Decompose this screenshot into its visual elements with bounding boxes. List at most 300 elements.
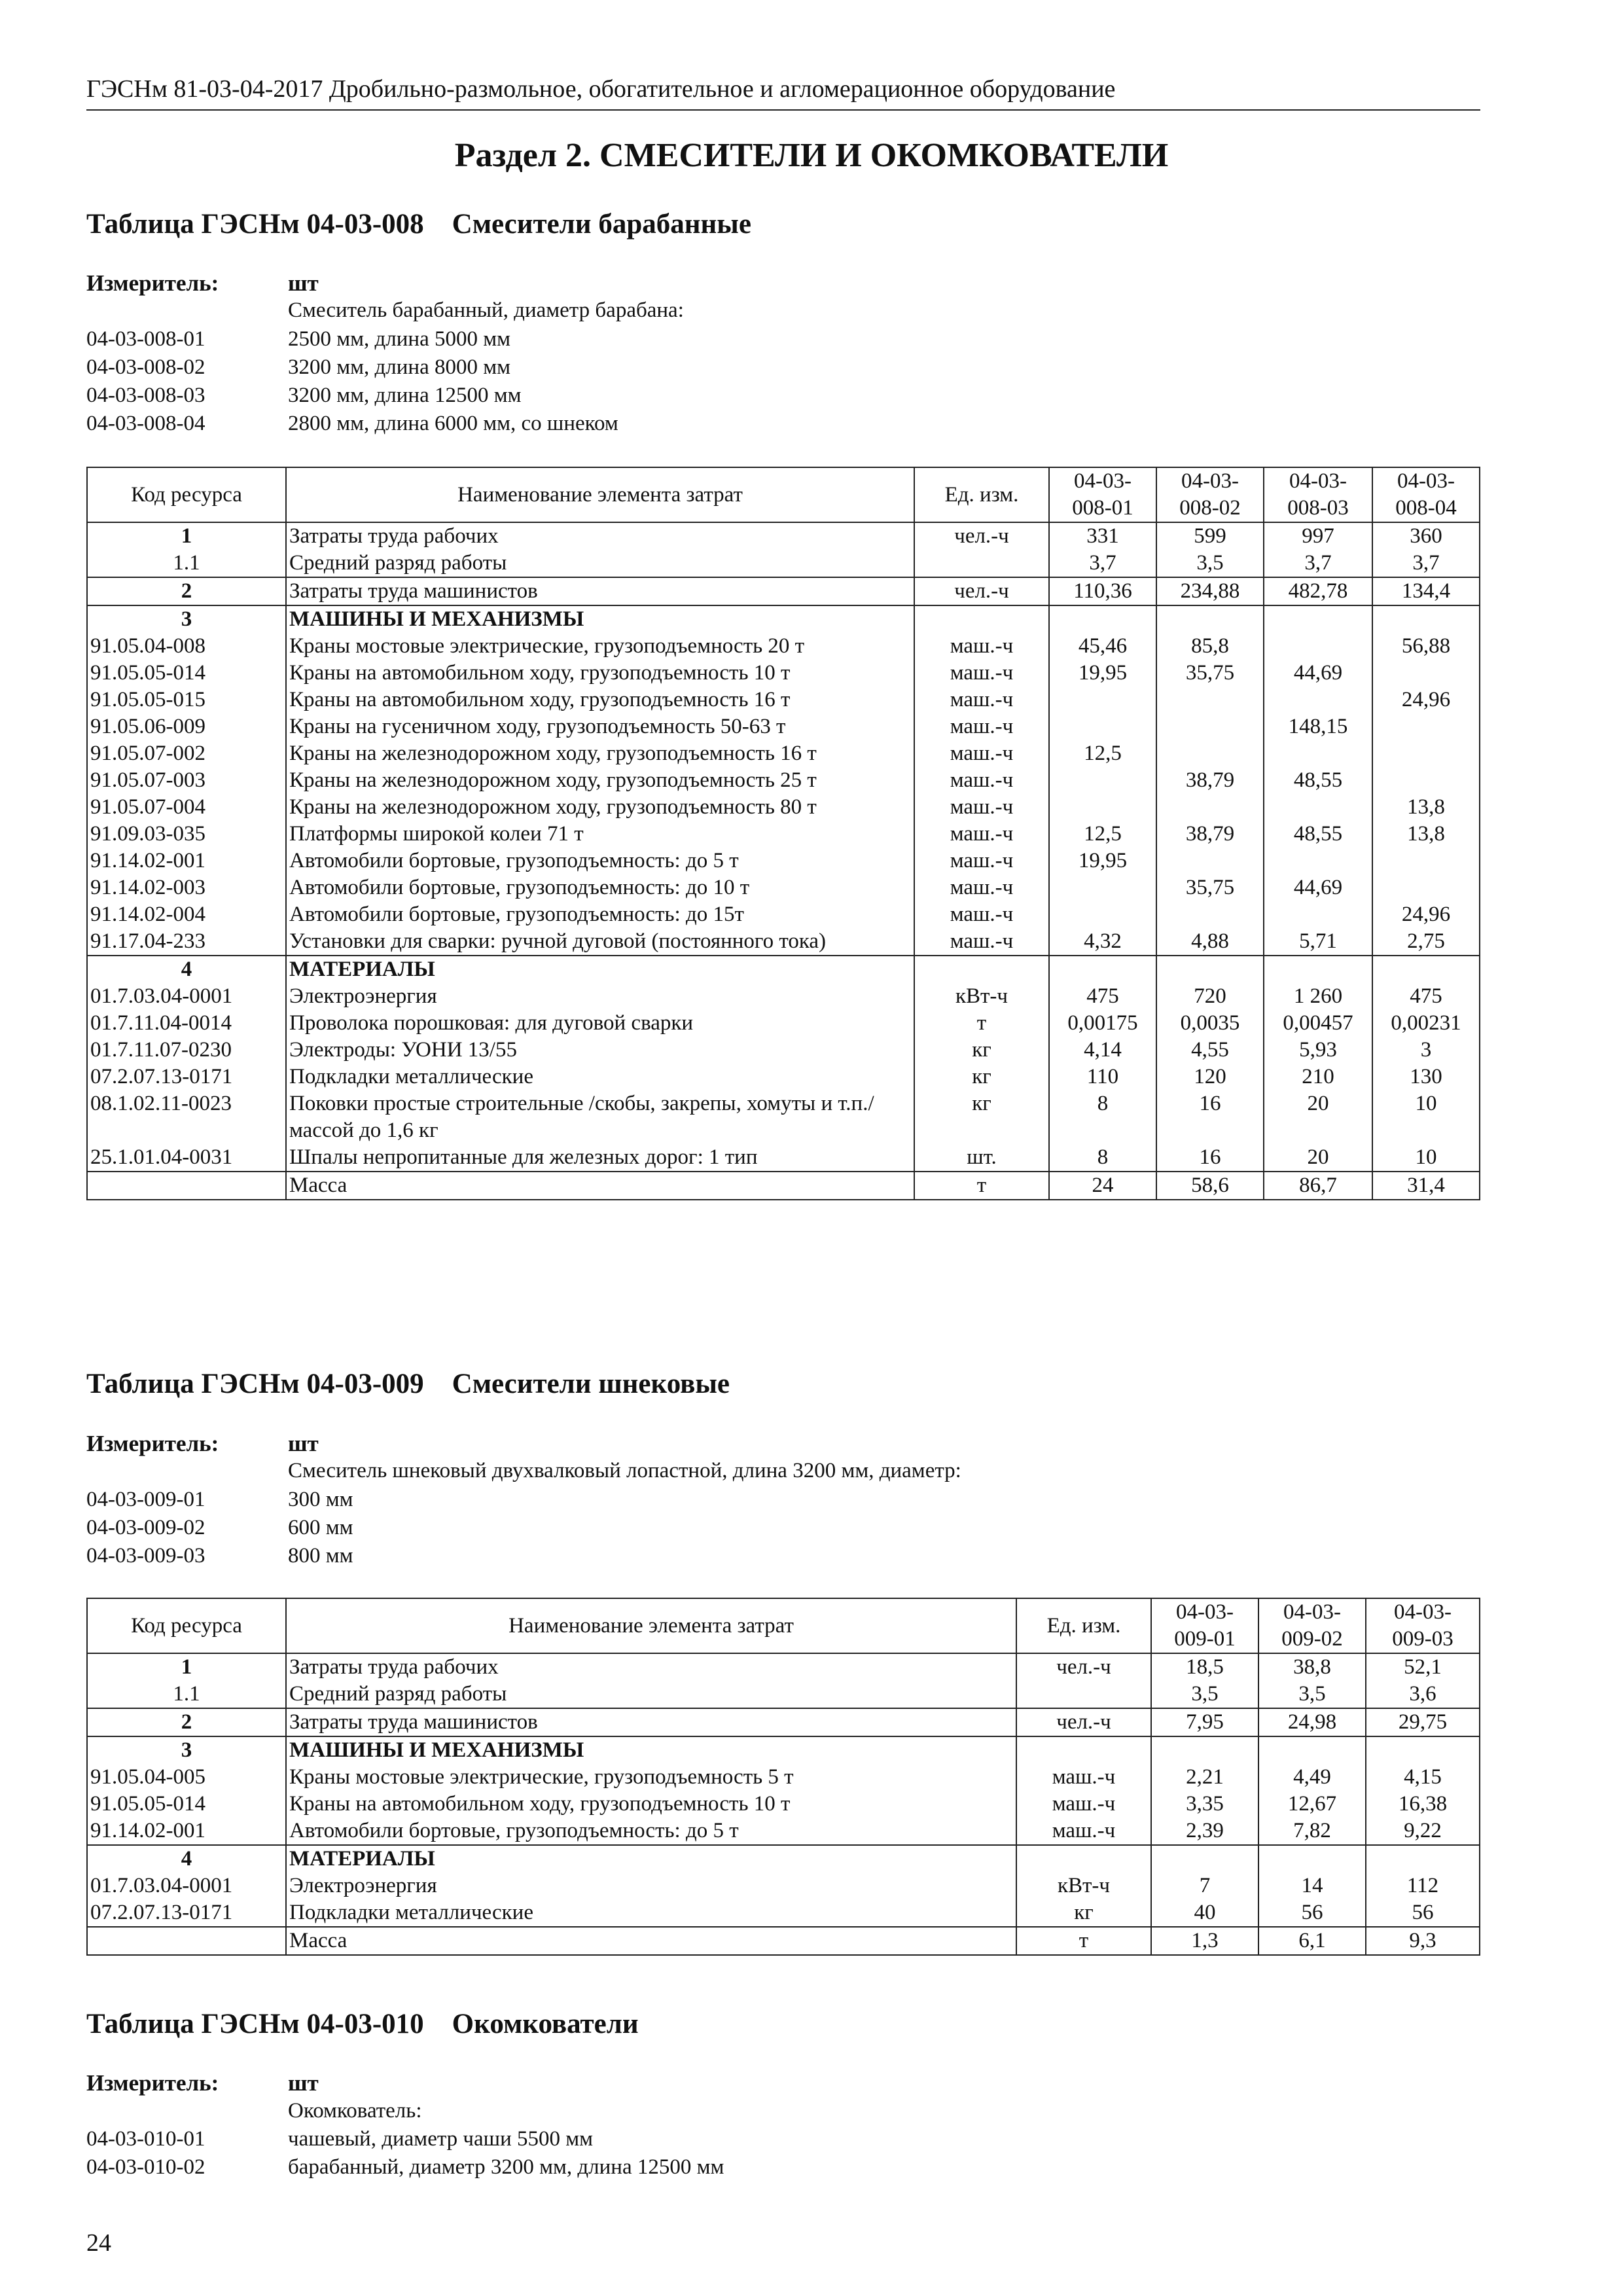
cell-value: 3,5 bbox=[1151, 1681, 1258, 1708]
cell-value bbox=[1049, 713, 1156, 740]
cell-name: Автомобили бортовые, грузоподъемность: до 15т bbox=[286, 901, 914, 928]
cell-value bbox=[1049, 956, 1156, 983]
cell-value: 3,5 bbox=[1258, 1681, 1366, 1708]
table-row bbox=[87, 1818, 1480, 1845]
cell-value: 3 bbox=[1372, 1037, 1480, 1064]
cell-value bbox=[1258, 1736, 1366, 1764]
cell-name: Масса bbox=[286, 1172, 914, 1200]
cell-value bbox=[1049, 605, 1156, 633]
cell-value: 8 bbox=[1049, 1144, 1156, 1172]
cell-value: 13,8 bbox=[1372, 794, 1480, 821]
table-row bbox=[87, 1010, 1480, 1037]
table-row bbox=[87, 522, 1480, 550]
cell-name: Краны на железнодорожном ходу, грузоподъемность 80 т bbox=[286, 794, 914, 821]
cell-code: 91.05.04-005 bbox=[87, 1764, 286, 1791]
cell-code: 4 bbox=[87, 956, 286, 983]
item-code: 04-03-008-03 bbox=[86, 384, 205, 407]
cell-unit: т bbox=[1016, 1927, 1151, 1955]
cell-code: 91.05.07-003 bbox=[87, 767, 286, 794]
cell-value: 35,75 bbox=[1156, 874, 1264, 901]
cell-value: 31,4 bbox=[1372, 1172, 1480, 1200]
cell-value: 24,96 bbox=[1372, 687, 1480, 713]
page-number: 24 bbox=[86, 2229, 111, 2257]
cell-value: 48,55 bbox=[1264, 821, 1372, 848]
cell-value: 35,75 bbox=[1156, 660, 1264, 687]
cell-value: 3,7 bbox=[1372, 550, 1480, 577]
cell-code: 91.05.07-002 bbox=[87, 740, 286, 767]
cell-value: 52,1 bbox=[1366, 1653, 1480, 1681]
norm-table bbox=[86, 467, 1480, 1200]
cell-value: 4,14 bbox=[1049, 1037, 1156, 1064]
cell-value: 13,8 bbox=[1372, 821, 1480, 848]
table-row bbox=[87, 660, 1480, 687]
measure-value: шт bbox=[288, 270, 319, 296]
cell-unit: маш.-ч bbox=[914, 713, 1049, 740]
cell-unit: маш.-ч bbox=[914, 687, 1049, 713]
cell-unit: чел.-ч bbox=[914, 522, 1049, 550]
cell-name: Масса bbox=[286, 1927, 1016, 1955]
cell-code: 91.14.02-001 bbox=[87, 848, 286, 874]
table-row bbox=[87, 874, 1480, 901]
cell-value: 2,75 bbox=[1372, 928, 1480, 956]
cell-value: 1 260 bbox=[1264, 983, 1372, 1010]
cell-value bbox=[1372, 767, 1480, 794]
cell-code: 01.7.03.04-0001 bbox=[87, 983, 286, 1010]
table-row bbox=[87, 713, 1480, 740]
item-code: 04-03-008-01 bbox=[86, 327, 205, 351]
cell-value: 24 bbox=[1049, 1172, 1156, 1200]
cell-value: 4,49 bbox=[1258, 1764, 1366, 1791]
cell-unit: маш.-ч bbox=[914, 928, 1049, 956]
cell-code: 91.05.06-009 bbox=[87, 713, 286, 740]
table-row bbox=[87, 1653, 1480, 1681]
cell-value: 130 bbox=[1372, 1064, 1480, 1090]
cell-value: 110,36 bbox=[1049, 577, 1156, 605]
cell-name: Краны на автомобильном ходу, грузоподъемность 16 т bbox=[286, 687, 914, 713]
col-header-norm: 04-03- 009-01 bbox=[1151, 1598, 1258, 1653]
cell-unit: чел.-ч bbox=[1016, 1708, 1151, 1736]
cell-value: 85,8 bbox=[1156, 633, 1264, 660]
cell-code: 91.05.05-014 bbox=[87, 660, 286, 687]
cell-name: Краны на железнодорожном ходу, грузоподъемность 25 т bbox=[286, 767, 914, 794]
cell-name: Поковки простые строительные /скобы, закрепы, хомуты и т.п./ массой до 1,6 кг bbox=[286, 1090, 914, 1144]
cell-value: 110 bbox=[1049, 1064, 1156, 1090]
item-description: 300 мм bbox=[288, 1488, 353, 1511]
cell-name: Проволока порошковая: для дуговой сварки bbox=[286, 1010, 914, 1037]
cell-code: 91.17.04-233 bbox=[87, 928, 286, 956]
col-header-norm: 04-03- 008-03 bbox=[1264, 467, 1372, 522]
cell-value: 9,3 bbox=[1366, 1927, 1480, 1955]
cell-name: Электроэнергия bbox=[286, 1873, 1016, 1899]
cell-value: 0,00231 bbox=[1372, 1010, 1480, 1037]
cell-value: 4,32 bbox=[1049, 928, 1156, 956]
cell-name: Краны на железнодорожном ходу, грузоподъемность 16 т bbox=[286, 740, 914, 767]
cell-value: 44,69 bbox=[1264, 874, 1372, 901]
cell-value: 7,82 bbox=[1258, 1818, 1366, 1845]
cell-value bbox=[1264, 901, 1372, 928]
cell-code: 07.2.07.13-0171 bbox=[87, 1064, 286, 1090]
cell-value: 482,78 bbox=[1264, 577, 1372, 605]
cell-value: 10 bbox=[1372, 1144, 1480, 1172]
cell-value bbox=[1258, 1845, 1366, 1873]
cell-value bbox=[1156, 740, 1264, 767]
cell-value: 16,38 bbox=[1366, 1791, 1480, 1818]
cell-name: МАШИНЫ И МЕХАНИЗМЫ bbox=[286, 605, 914, 633]
cell-name: МАТЕРИАЛЫ bbox=[286, 1845, 1016, 1873]
cell-name: Платформы широкой колеи 71 т bbox=[286, 821, 914, 848]
section-title: Раздел 2. СМЕСИТЕЛИ И ОКОМКОВАТЕЛИ bbox=[454, 137, 1169, 174]
col-header-norm: 04-03- 008-01 bbox=[1049, 467, 1156, 522]
cell-unit bbox=[1016, 1845, 1151, 1873]
cell-value: 20 bbox=[1264, 1090, 1372, 1144]
table-row bbox=[87, 821, 1480, 848]
cell-value: 16 bbox=[1156, 1144, 1264, 1172]
col-header-norm: 04-03- 009-03 bbox=[1366, 1598, 1480, 1653]
measure-label: Измеритель: bbox=[86, 1431, 219, 1456]
table-row bbox=[87, 740, 1480, 767]
table-row bbox=[87, 633, 1480, 660]
cell-unit: кг bbox=[914, 1090, 1049, 1144]
cell-value: 40 bbox=[1151, 1899, 1258, 1927]
item-description: 800 мм bbox=[288, 1544, 353, 1568]
cell-value: 3,7 bbox=[1264, 550, 1372, 577]
cell-value: 8 bbox=[1049, 1090, 1156, 1144]
items-intro: Окомкователь: bbox=[288, 2099, 422, 2123]
table-row bbox=[87, 794, 1480, 821]
item-description: 3200 мм, длина 8000 мм bbox=[288, 355, 511, 379]
header-rule bbox=[86, 109, 1480, 111]
cell-value: 38,79 bbox=[1156, 767, 1264, 794]
cell-unit: т bbox=[914, 1172, 1049, 1200]
col-header-code: Код ресурса bbox=[87, 467, 286, 522]
table-row bbox=[87, 1764, 1480, 1791]
item-code: 04-03-008-02 bbox=[86, 355, 205, 379]
table-header-row bbox=[87, 1598, 1480, 1653]
cell-value: 7,95 bbox=[1151, 1708, 1258, 1736]
cell-name: Затраты труда машинистов bbox=[286, 577, 914, 605]
cell-unit: маш.-ч bbox=[1016, 1791, 1151, 1818]
cell-unit: маш.-ч bbox=[1016, 1818, 1151, 1845]
table-row bbox=[87, 577, 1480, 605]
table-row bbox=[87, 1037, 1480, 1064]
measure-value: шт bbox=[288, 2070, 319, 2096]
table-row bbox=[87, 1845, 1480, 1873]
cell-unit: маш.-ч bbox=[1016, 1764, 1151, 1791]
cell-code: 1 bbox=[87, 1653, 286, 1681]
cell-value bbox=[1264, 687, 1372, 713]
cell-code: 1.1 bbox=[87, 550, 286, 577]
table-row bbox=[87, 1899, 1480, 1927]
cell-unit: кВт-ч bbox=[1016, 1873, 1151, 1899]
cell-name: Краны на гусеничном ходу, грузоподъемность 50-63 т bbox=[286, 713, 914, 740]
table-row bbox=[87, 848, 1480, 874]
cell-value bbox=[1151, 1845, 1258, 1873]
cell-value bbox=[1156, 956, 1264, 983]
cell-code: 01.7.11.07-0230 bbox=[87, 1037, 286, 1064]
table-row bbox=[87, 605, 1480, 633]
cell-value: 56 bbox=[1258, 1899, 1366, 1927]
cell-unit: маш.-ч bbox=[914, 633, 1049, 660]
item-code: 04-03-009-02 bbox=[86, 1516, 205, 1539]
col-header-unit: Ед. изм. bbox=[914, 467, 1049, 522]
cell-code: 2 bbox=[87, 577, 286, 605]
cell-value: 38,8 bbox=[1258, 1653, 1366, 1681]
cell-name: МАШИНЫ И МЕХАНИЗМЫ bbox=[286, 1736, 1016, 1764]
cell-value bbox=[1372, 956, 1480, 983]
cell-value: 475 bbox=[1049, 983, 1156, 1010]
cell-value: 134,4 bbox=[1372, 577, 1480, 605]
cell-value: 86,7 bbox=[1264, 1172, 1372, 1200]
cell-code bbox=[87, 1927, 286, 1955]
cell-value: 12,5 bbox=[1049, 821, 1156, 848]
cell-value: 29,75 bbox=[1366, 1708, 1480, 1736]
cell-unit: маш.-ч bbox=[914, 901, 1049, 928]
cell-value: 14 bbox=[1258, 1873, 1366, 1899]
cell-value bbox=[1156, 848, 1264, 874]
table-row bbox=[87, 687, 1480, 713]
cell-value: 56,88 bbox=[1372, 633, 1480, 660]
cell-value: 0,00457 bbox=[1264, 1010, 1372, 1037]
cell-value bbox=[1049, 874, 1156, 901]
cell-unit: маш.-ч bbox=[914, 848, 1049, 874]
table-row bbox=[87, 1064, 1480, 1090]
cell-code: 07.2.07.13-0171 bbox=[87, 1899, 286, 1927]
cell-name: Автомобили бортовые, грузоподъемность: до 5 т bbox=[286, 848, 914, 874]
cell-value: 5,71 bbox=[1264, 928, 1372, 956]
cell-code: 91.05.05-015 bbox=[87, 687, 286, 713]
measure-label: Измеритель: bbox=[86, 2070, 219, 2096]
cell-value: 210 bbox=[1264, 1064, 1372, 1090]
cell-value: 3,7 bbox=[1049, 550, 1156, 577]
cell-value: 12,67 bbox=[1258, 1791, 1366, 1818]
cell-name: Затраты труда рабочих bbox=[286, 522, 914, 550]
cell-value: 120 bbox=[1156, 1064, 1264, 1090]
cell-name: Установки для сварки: ручной дуговой (постоянного тока) bbox=[286, 928, 914, 956]
cell-unit: т bbox=[914, 1010, 1049, 1037]
table-title: Таблица ГЭСНм 04-03-009 Смесители шнековые bbox=[86, 1369, 730, 1399]
cell-unit: шт. bbox=[914, 1144, 1049, 1172]
cell-value: 1,3 bbox=[1151, 1927, 1258, 1955]
cell-value: 5,93 bbox=[1264, 1037, 1372, 1064]
cell-value: 19,95 bbox=[1049, 660, 1156, 687]
cell-code: 2 bbox=[87, 1708, 286, 1736]
cell-code: 91.05.05-014 bbox=[87, 1791, 286, 1818]
cell-value: 12,5 bbox=[1049, 740, 1156, 767]
cell-name: Краны мостовые электрические, грузоподъемность 5 т bbox=[286, 1764, 1016, 1791]
cell-value bbox=[1264, 605, 1372, 633]
cell-code: 91.14.02-003 bbox=[87, 874, 286, 901]
cell-value bbox=[1049, 687, 1156, 713]
cell-unit: маш.-ч bbox=[914, 794, 1049, 821]
cell-name: Средний разряд работы bbox=[286, 1681, 1016, 1708]
cell-unit: кг bbox=[1016, 1899, 1151, 1927]
cell-value bbox=[1366, 1845, 1480, 1873]
cell-value bbox=[1156, 687, 1264, 713]
cell-value: 9,22 bbox=[1366, 1818, 1480, 1845]
cell-name: Автомобили бортовые, грузоподъемность: до 5 т bbox=[286, 1818, 1016, 1845]
cell-value: 475 bbox=[1372, 983, 1480, 1010]
cell-code: 91.05.04-008 bbox=[87, 633, 286, 660]
col-header-norm: 04-03- 008-02 bbox=[1156, 467, 1264, 522]
cell-name: Краны на автомобильном ходу, грузоподъемность 10 т bbox=[286, 1791, 1016, 1818]
table-row bbox=[87, 1708, 1480, 1736]
cell-code: 1.1 bbox=[87, 1681, 286, 1708]
cell-name: Подкладки металлические bbox=[286, 1064, 914, 1090]
cell-value bbox=[1049, 794, 1156, 821]
table-row bbox=[87, 1873, 1480, 1899]
cell-code: 1 bbox=[87, 522, 286, 550]
table-title: Таблица ГЭСНм 04-03-008 Смесители барабанные bbox=[86, 209, 751, 240]
table-row bbox=[87, 1090, 1480, 1144]
cell-value: 3,5 bbox=[1156, 550, 1264, 577]
cell-name: Затраты труда рабочих bbox=[286, 1653, 1016, 1681]
cell-value: 3,35 bbox=[1151, 1791, 1258, 1818]
cell-code: 25.1.01.04-0031 bbox=[87, 1144, 286, 1172]
cell-value bbox=[1372, 660, 1480, 687]
cell-value bbox=[1372, 740, 1480, 767]
table-row bbox=[87, 1681, 1480, 1708]
cell-value: 6,1 bbox=[1258, 1927, 1366, 1955]
cell-name: Шпалы непропитанные для железных дорог: 1 тип bbox=[286, 1144, 914, 1172]
cell-value: 112 bbox=[1366, 1873, 1480, 1899]
cell-value bbox=[1156, 794, 1264, 821]
cell-value bbox=[1264, 848, 1372, 874]
items-intro: Смеситель барабанный, диаметр барабана: bbox=[288, 298, 684, 322]
cell-name: Электроды: УОНИ 13/55 bbox=[286, 1037, 914, 1064]
cell-value: 0,00175 bbox=[1049, 1010, 1156, 1037]
cell-value bbox=[1049, 767, 1156, 794]
cell-value: 2,21 bbox=[1151, 1764, 1258, 1791]
cell-value: 58,6 bbox=[1156, 1172, 1264, 1200]
cell-name: Затраты труда машинистов bbox=[286, 1708, 1016, 1736]
cell-value bbox=[1264, 794, 1372, 821]
cell-value bbox=[1264, 956, 1372, 983]
cell-value: 720 bbox=[1156, 983, 1264, 1010]
cell-value: 44,69 bbox=[1264, 660, 1372, 687]
cell-value: 331 bbox=[1049, 522, 1156, 550]
cell-value: 20 bbox=[1264, 1144, 1372, 1172]
cell-value bbox=[1156, 605, 1264, 633]
table-title: Таблица ГЭСНм 04-03-010 Окомкователи bbox=[86, 2009, 639, 2039]
table-row bbox=[87, 901, 1480, 928]
cell-unit: маш.-ч bbox=[914, 740, 1049, 767]
cell-value: 24,98 bbox=[1258, 1708, 1366, 1736]
cell-value: 38,79 bbox=[1156, 821, 1264, 848]
cell-value: 234,88 bbox=[1156, 577, 1264, 605]
table-row bbox=[87, 1172, 1480, 1200]
cell-name: Электроэнергия bbox=[286, 983, 914, 1010]
table-row bbox=[87, 767, 1480, 794]
cell-value bbox=[1156, 901, 1264, 928]
cell-unit: маш.-ч bbox=[914, 660, 1049, 687]
cell-value bbox=[1372, 874, 1480, 901]
items-intro: Смеситель шнековый двухвалковый лопастной, длина 3200 мм, диаметр: bbox=[288, 1459, 961, 1482]
cell-unit: кг bbox=[914, 1037, 1049, 1064]
cell-value: 7 bbox=[1151, 1873, 1258, 1899]
measure-label: Измеритель: bbox=[86, 270, 219, 296]
cell-name: Автомобили бортовые, грузоподъемность: до 10 т bbox=[286, 874, 914, 901]
col-header-norm: 04-03- 009-02 bbox=[1258, 1598, 1366, 1653]
cell-unit: маш.-ч bbox=[914, 767, 1049, 794]
cell-value: 4,88 bbox=[1156, 928, 1264, 956]
cell-value: 148,15 bbox=[1264, 713, 1372, 740]
cell-unit bbox=[914, 605, 1049, 633]
cell-value bbox=[1372, 848, 1480, 874]
cell-value: 48,55 bbox=[1264, 767, 1372, 794]
item-code: 04-03-008-04 bbox=[86, 412, 205, 435]
col-header-code: Код ресурса bbox=[87, 1598, 286, 1653]
cell-value: 56 bbox=[1366, 1899, 1480, 1927]
cell-unit: чел.-ч bbox=[914, 577, 1049, 605]
item-code: 04-03-010-02 bbox=[86, 2155, 205, 2179]
cell-code: 91.09.03-035 bbox=[87, 821, 286, 848]
item-description: 2500 мм, длина 5000 мм bbox=[288, 327, 511, 351]
cell-value bbox=[1372, 605, 1480, 633]
table-row bbox=[87, 1927, 1480, 1955]
cell-code: 91.14.02-004 bbox=[87, 901, 286, 928]
cell-value: 18,5 bbox=[1151, 1653, 1258, 1681]
table-row bbox=[87, 1736, 1480, 1764]
cell-name: Средний разряд работы bbox=[286, 550, 914, 577]
item-code: 04-03-009-03 bbox=[86, 1544, 205, 1568]
table-row bbox=[87, 1144, 1480, 1172]
cell-code: 91.05.07-004 bbox=[87, 794, 286, 821]
cell-value bbox=[1366, 1736, 1480, 1764]
table-row bbox=[87, 550, 1480, 577]
measure-value: шт bbox=[288, 1431, 319, 1456]
cell-unit: кВт-ч bbox=[914, 983, 1049, 1010]
cell-code: 01.7.03.04-0001 bbox=[87, 1873, 286, 1899]
running-header: ГЭСНм 81-03-04-2017 Дробильно-размольное, обогатительное и агломерационное оборудование bbox=[86, 75, 1116, 103]
cell-value bbox=[1049, 901, 1156, 928]
table-row bbox=[87, 1791, 1480, 1818]
cell-value: 4,15 bbox=[1366, 1764, 1480, 1791]
cell-value: 10 bbox=[1372, 1090, 1480, 1144]
cell-code: 4 bbox=[87, 1845, 286, 1873]
table-row bbox=[87, 928, 1480, 956]
item-description: чашевый, диаметр чаши 5500 мм bbox=[288, 2127, 593, 2151]
item-description: 3200 мм, длина 12500 мм bbox=[288, 384, 522, 407]
item-description: барабанный, диаметр 3200 мм, длина 12500 мм bbox=[288, 2155, 724, 2179]
cell-code: 01.7.11.04-0014 bbox=[87, 1010, 286, 1037]
cell-unit bbox=[1016, 1736, 1151, 1764]
cell-value: 19,95 bbox=[1049, 848, 1156, 874]
cell-unit bbox=[914, 956, 1049, 983]
cell-value: 24,96 bbox=[1372, 901, 1480, 928]
col-header-norm: 04-03- 008-04 bbox=[1372, 467, 1480, 522]
cell-value: 2,39 bbox=[1151, 1818, 1258, 1845]
cell-code: 08.1.02.11-0023 bbox=[87, 1090, 286, 1144]
item-code: 04-03-010-01 bbox=[86, 2127, 205, 2151]
cell-unit: кг bbox=[914, 1064, 1049, 1090]
cell-value: 997 bbox=[1264, 522, 1372, 550]
cell-value bbox=[1156, 713, 1264, 740]
cell-unit bbox=[914, 550, 1049, 577]
cell-value bbox=[1151, 1736, 1258, 1764]
table-row bbox=[87, 983, 1480, 1010]
cell-value: 45,46 bbox=[1049, 633, 1156, 660]
cell-name: Подкладки металлические bbox=[286, 1899, 1016, 1927]
cell-code: 3 bbox=[87, 605, 286, 633]
norm-table bbox=[86, 1598, 1480, 1956]
cell-value: 0,0035 bbox=[1156, 1010, 1264, 1037]
cell-name: МАТЕРИАЛЫ bbox=[286, 956, 914, 983]
cell-name: Краны мостовые электрические, грузоподъемность 20 т bbox=[286, 633, 914, 660]
cell-value bbox=[1264, 633, 1372, 660]
cell-value: 360 bbox=[1372, 522, 1480, 550]
item-description: 2800 мм, длина 6000 мм, со шнеком bbox=[288, 412, 618, 435]
cell-unit: маш.-ч bbox=[914, 821, 1049, 848]
